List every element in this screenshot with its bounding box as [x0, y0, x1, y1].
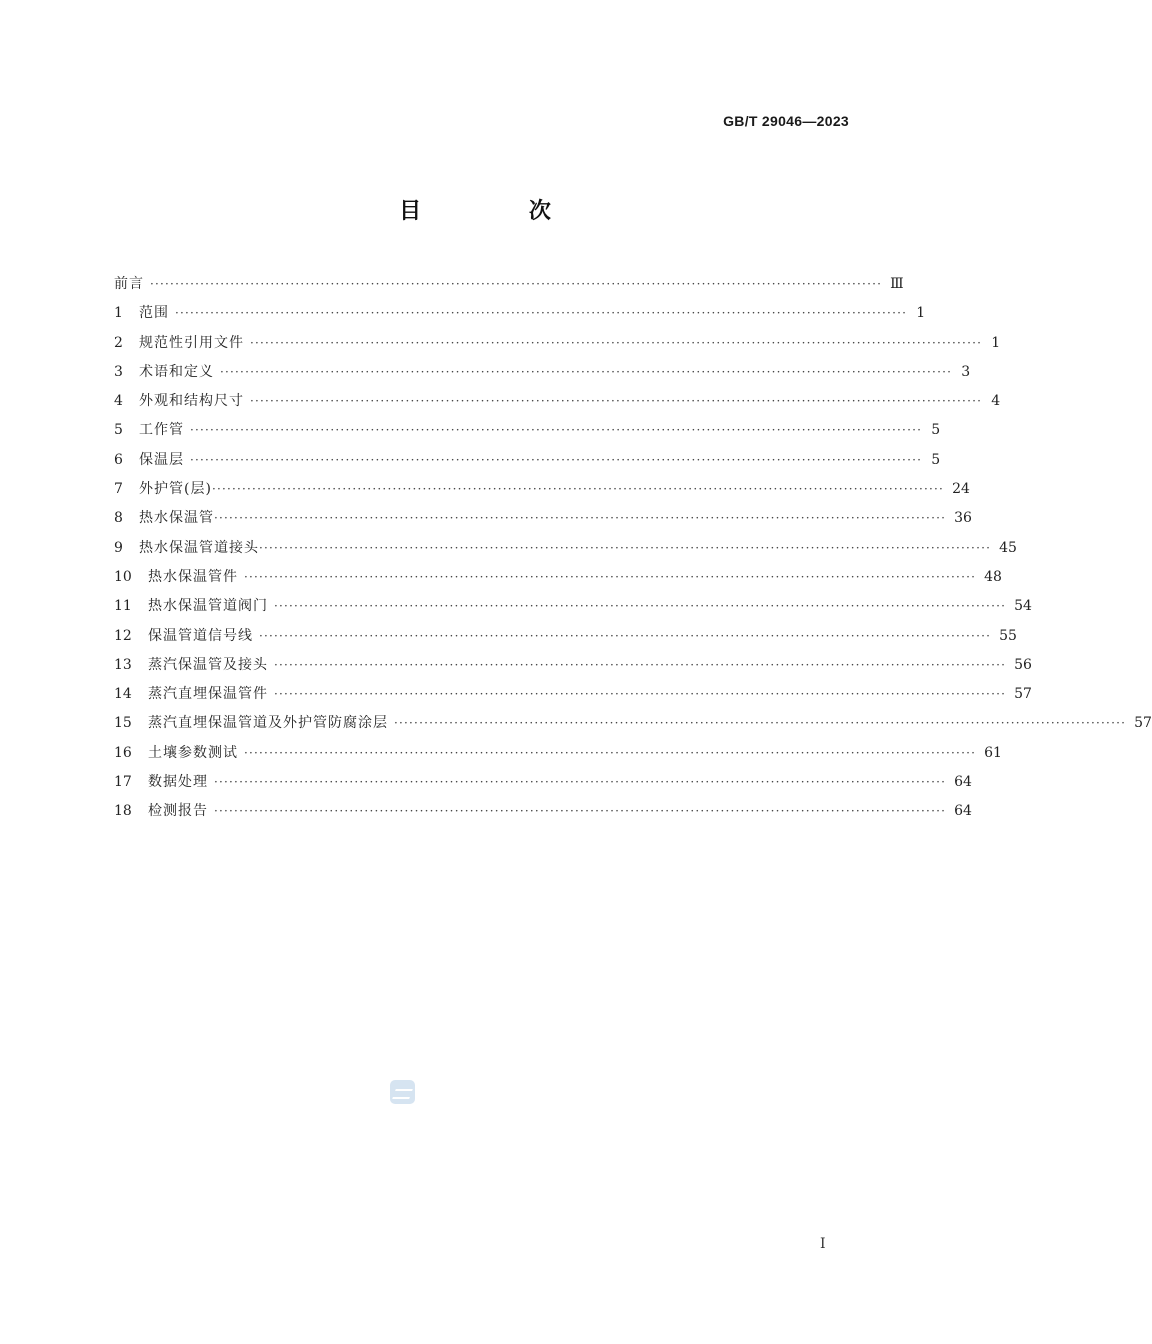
dot-leader: ··················································································································································	[214, 804, 947, 819]
toc-entry-page: 5	[931, 451, 941, 468]
toc-entry-page: 64	[954, 774, 972, 791]
toc-entry-number: 16	[114, 744, 132, 761]
toc-entry-page: 5	[931, 422, 941, 439]
toc-entry-label: 蒸汽直埋保温管道及外护管防腐涂层	[148, 715, 388, 732]
page-number: I	[820, 1236, 826, 1252]
toc-entry-13[interactable]	[114, 651, 1032, 680]
toc-entry-number: 11	[114, 598, 132, 615]
toc-entry-page: 64	[954, 803, 972, 820]
dot-leader: ··················································································································································	[244, 745, 977, 760]
toc-entry-label: 热水保温管道阀门	[148, 598, 268, 615]
toc-entry-4[interactable]	[114, 387, 1001, 416]
toc-entry-16[interactable]	[114, 739, 1002, 768]
dot-leader: ··················································································································································	[244, 569, 977, 584]
toc-entry-17[interactable]	[114, 768, 972, 797]
dot-leader: ··················································································································································	[214, 511, 947, 526]
dot-leader: ··················································································································································	[175, 306, 908, 321]
toc-entry-label: 工作管	[139, 422, 184, 439]
toc-entry-label: 规范性引用文件	[139, 334, 244, 351]
toc-entry-label: 检测报告	[148, 803, 208, 820]
toc-entry-number: 14	[114, 686, 132, 703]
toc-entry-label: 热水保温管	[139, 510, 214, 527]
toc-entry-page: 61	[984, 744, 1002, 761]
toc-entry-label: 范围	[139, 305, 169, 322]
toc-entry-page: 48	[984, 568, 1002, 585]
toc-entry-page: 1	[991, 334, 1001, 351]
toc-entry-12[interactable]	[114, 622, 1017, 651]
watermark-logo-icon	[390, 1080, 415, 1104]
dot-leader: ··················································································································································	[190, 423, 923, 438]
toc-entry-18[interactable]	[114, 797, 972, 826]
toc-entry-14[interactable]	[114, 680, 1032, 709]
toc-entry-1[interactable]	[114, 299, 926, 328]
toc-entry-label: 蒸汽直埋保温管件	[148, 686, 268, 703]
dot-leader: ··················································································································································	[150, 277, 883, 291]
toc-entry-number: 3	[114, 363, 123, 380]
toc-entry-7[interactable]	[114, 475, 970, 504]
toc-entry-number: 4	[114, 393, 123, 410]
toc-entry-number: 7	[114, 481, 123, 498]
toc-entry-page: 24	[952, 481, 970, 498]
dot-leader: ··················································································································································	[259, 628, 992, 643]
toc-entry-label: 前言	[114, 276, 144, 292]
toc-entry-label: 外观和结构尺寸	[139, 393, 244, 410]
toc-entry-page: 57	[1014, 686, 1032, 703]
toc-entry-label: 热水保温管件	[148, 568, 238, 585]
toc-entry-number: 5	[114, 422, 123, 439]
toc-entry-number: 8	[114, 510, 123, 527]
toc-entry-label: 外护管(层)	[139, 481, 212, 498]
toc-entry-8[interactable]	[114, 504, 972, 533]
dot-leader: ··················································································································································	[220, 364, 953, 379]
toc-entry-page: 54	[1014, 598, 1032, 615]
dot-leader: ··················································································································································	[394, 716, 1127, 731]
toc-entry-3[interactable]	[114, 358, 971, 387]
toc-entry-number: 15	[114, 715, 132, 732]
toc-entry-number: 1	[114, 305, 123, 322]
toc-entry-page: 1	[916, 305, 926, 322]
dot-leader: ··················································································································································	[274, 599, 1007, 614]
toc-entry-label: 数据处理	[148, 774, 208, 791]
toc-entry-label: 保温管道信号线	[148, 627, 253, 644]
standard-code: GB/T 29046—2023	[723, 113, 849, 129]
toc-entry-number: 18	[114, 803, 132, 820]
toc-entry-number: 17	[114, 774, 132, 791]
dot-leader: ··················································································································································	[250, 394, 983, 409]
toc-entry-page: 55	[999, 627, 1017, 644]
toc-entry-9[interactable]	[114, 534, 1017, 563]
toc-entry-label: 热水保温管道接头	[139, 539, 259, 556]
toc-entry-11[interactable]	[114, 592, 1032, 621]
toc-entry-page: 4	[991, 393, 1001, 410]
toc-entry-page: Ⅲ	[890, 276, 904, 292]
dot-leader: ··················································································································································	[211, 482, 945, 497]
toc-entry-10[interactable]	[114, 563, 1002, 592]
dot-leader: ··················································································································································	[190, 452, 923, 467]
toc-entry-label: 保温层	[139, 451, 184, 468]
toc-entry-number: 13	[114, 656, 132, 673]
dot-leader: ··················································································································································	[259, 540, 992, 555]
dot-leader: ··················································································································································	[274, 657, 1007, 672]
toc-entry-number: 10	[114, 568, 132, 585]
toc-entry-5[interactable]	[114, 416, 941, 445]
toc-entry-number: 2	[114, 334, 123, 351]
dot-leader: ··················································································································································	[214, 775, 947, 790]
toc-entry-page: 57	[1134, 715, 1152, 732]
toc-entry-foreword[interactable]	[114, 270, 904, 299]
toc-entry-number: 9	[114, 539, 123, 556]
toc-entry-page: 3	[961, 363, 971, 380]
toc-entry-label: 蒸汽保温管及接头	[148, 656, 268, 673]
toc-entry-label: 术语和定义	[139, 363, 214, 380]
dot-leader: ··················································································································································	[274, 687, 1007, 702]
toc-entry-page: 45	[999, 539, 1017, 556]
toc-entry-page: 56	[1014, 656, 1032, 673]
toc-entry-page: 36	[954, 510, 972, 527]
toc-entry-number: 12	[114, 627, 132, 644]
dot-leader: ··················································································································································	[250, 335, 983, 350]
toc-entry-6[interactable]	[114, 446, 941, 475]
toc-entry-number: 6	[114, 451, 123, 468]
toc-entry-label: 土壤参数测试	[148, 744, 238, 761]
toc-entry-2[interactable]	[114, 329, 1001, 358]
table-of-contents	[114, 270, 1152, 827]
toc-title: 目 次	[399, 199, 601, 224]
toc-entry-15[interactable]	[114, 709, 1152, 738]
